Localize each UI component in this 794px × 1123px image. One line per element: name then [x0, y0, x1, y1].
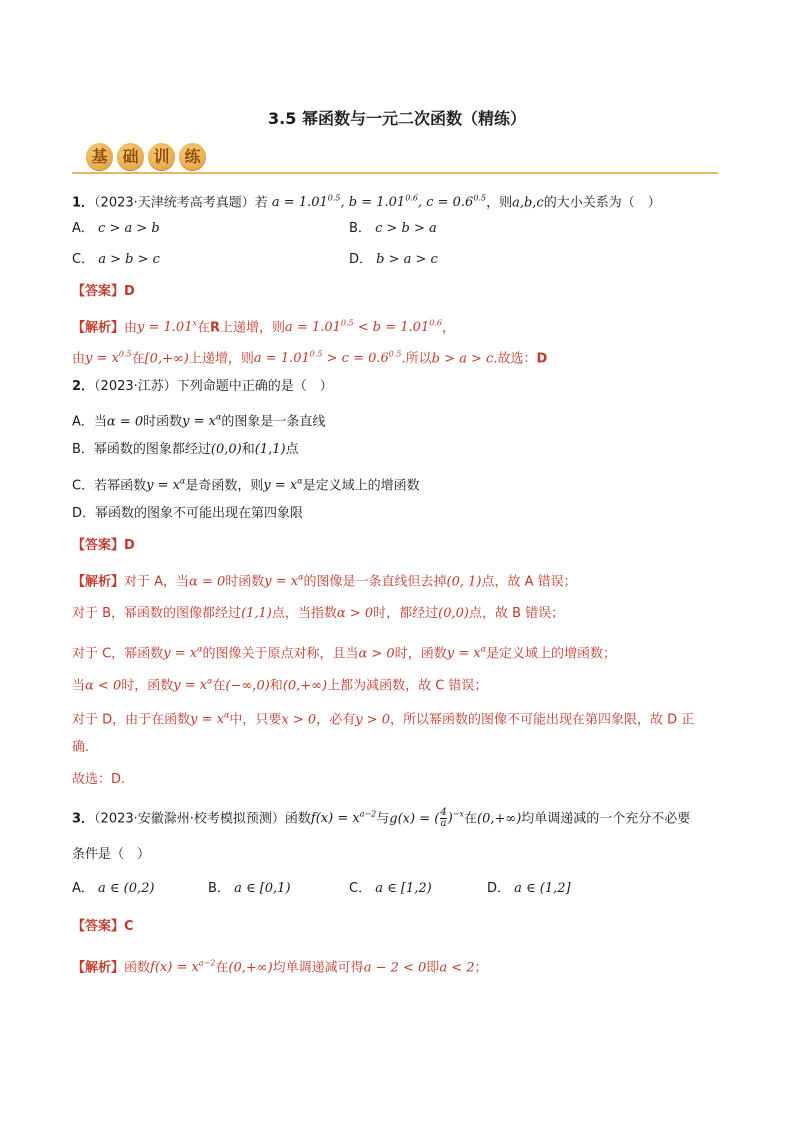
badge-char: 训 [148, 143, 175, 170]
badge-char: 基 [86, 143, 113, 170]
q1-option-d: D． b > a > c [349, 252, 438, 267]
q2-option-d: D．幂函数的图象不可能出现在第四象限 [72, 506, 304, 521]
q1-analysis-line1: 【解析】由$y = 1.01^x$在R上递增，则$a = 1.01^{0.5} < b = 1.01^{0.6}$， [72, 319, 455, 336]
q1-answer: 【答案】D [72, 284, 135, 299]
q3-fraction: $\frac{4}{a}$ [440, 807, 447, 830]
section-divider [72, 172, 718, 174]
q3-option-c: C． a ∈ [1,2) [349, 881, 432, 896]
q3-option-d: D． a ∈ (1,2] [487, 881, 571, 896]
q2-stem: 2．（2023·江苏）下列命题中正确的是（ ） [72, 379, 333, 394]
q1-formula: $a = 1.01^{0.5}$, $b = 1.01^{0.6}$, $c = 0.6^{0.5}$ [271, 194, 487, 211]
q1-stem: 1．（2023·天津统考高考真题）若 $a = 1.01^{0.5}$, $b = 1.01^{0.6}$, $c = 0.6^{0.5}$，则a,b,c的大小关系为（ ） [72, 194, 661, 211]
q2-option-a: A．当α = 0时函数$y = x^\alpha$的图象是一条直线 [72, 413, 326, 430]
q2-analysis-line1: 【解析】对于 A，当α = 0时函数$y = x^\alpha$的图像是一条直线但去掉(0, 1)点，故 A 错误； [72, 573, 577, 590]
section-badge [86, 143, 210, 175]
q2-analysis-line2: 对于 B，幂函数的图像都经过(1,1)点，当指数α > 0时，都经过(0,0)点，故 B 错误； [72, 606, 565, 621]
q2-analysis-line5: 对于 D，由于在函数$y = x^\alpha$中，只要x > 0，必有y > 0，所以幂函数的图像不可能出现在第四象限，故 D 正 [72, 711, 695, 728]
question-number: 1． [72, 195, 95, 211]
q2-analysis-line3: 对于 C，幂函数$y = x^\alpha$的图像关于原点对称，且当α > 0时，函数$y = x^\alpha$是定义域上的增函数； [72, 645, 616, 662]
page-title: 3.5 幂函数与一元二次函数（精练） [268, 109, 526, 128]
badge-char: 练 [179, 143, 206, 170]
q1-option-c: C． a > b > c [72, 252, 160, 267]
q2-analysis-line6: 确. [72, 740, 90, 755]
question-number: 2． [72, 379, 95, 394]
badge-char: 础 [117, 143, 144, 170]
question-number: 3． [72, 811, 95, 827]
q2-analysis-line7: 故选：D. [72, 772, 126, 787]
q1-analysis-line2: 由$y = x^{0.5}$在[0,+∞)上递增，则$a = 1.01^{0.5} > c = 0.6^{0.5}$.所以b > a > c.故选：D [72, 350, 548, 367]
q1-option-a: A． c > a > b [72, 221, 160, 236]
q3-answer: 【答案】C [72, 919, 134, 934]
q1-option-b: B． c > b > a [349, 221, 437, 236]
q3-stem-line1: 3．（2023·安徽滁州·校考模拟预测）函数$f(x) = x^{a-2}$与g(x) = ( $\frac{4}{a}$ )$^{-x}$在(0,+∞)均单调递减的一个充分不必要 [72, 807, 691, 830]
question-source: （2023·天津统考高考真题） [94, 195, 255, 211]
q2-option-c: C．若幂函数$y = x^\alpha$是奇函数，则$y = x^\alpha$是定义域上的增函数 [72, 477, 420, 494]
q3-analysis-line1: 【解析】函数$f(x) = x^{a-2}$在(0,+∞)均单调递减可得a − 2 < 0即a < 2； [72, 959, 488, 976]
q3-option-a: A． a ∈ (0,2) [72, 881, 155, 896]
q3-option-b: B． a ∈ [0,1) [208, 881, 291, 896]
q2-answer: 【答案】D [72, 538, 135, 553]
q2-option-b: B．幂函数的图象都经过(0,0)和(1,1)点 [72, 442, 299, 457]
q2-analysis-line4: 当α < 0时，函数$y = x^\alpha$在(−∞,0)和(0,+∞)上都为减函数，故 C 错误； [72, 677, 488, 694]
q3-stem-line2: 条件是（ ） [72, 847, 151, 862]
